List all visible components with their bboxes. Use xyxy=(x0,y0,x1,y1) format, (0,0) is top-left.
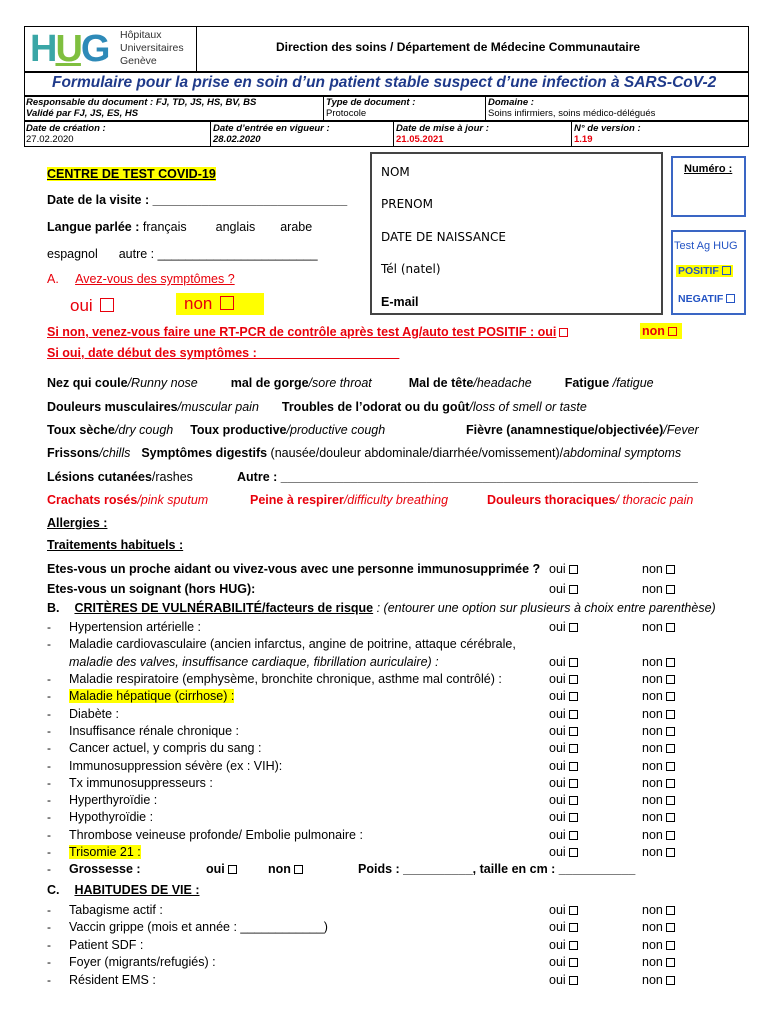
hug-logo-text xyxy=(120,29,184,68)
symptomes-oui-label: oui xyxy=(70,296,93,315)
non-checkbox[interactable] xyxy=(666,941,675,950)
symptom-lesions[interactable]: Lésions cutanées xyxy=(47,470,152,484)
oui-label: oui xyxy=(549,776,566,790)
patient-nom-field[interactable]: NOM xyxy=(381,165,410,179)
vulnerability-thrombose-non[interactable] xyxy=(642,828,675,842)
vulnerability-hepatique-non[interactable] xyxy=(642,689,675,703)
oui-label: oui xyxy=(549,810,566,824)
vulnerability-insuffisance-renale-label: Insuffisance rénale chronique : xyxy=(69,724,240,738)
non-checkbox[interactable] xyxy=(666,813,675,822)
meta-row-2-div-1 xyxy=(210,121,211,147)
vulnerability-cancer-label: Cancer actuel, y compris du sang : xyxy=(69,741,262,755)
list-dash: - xyxy=(47,920,51,934)
list-dash: - xyxy=(47,741,51,755)
grossesse-label: Grossesse : xyxy=(69,862,141,876)
symptom-odorat-en: /loss of smell or taste xyxy=(469,400,587,414)
vulnerability-diabete-non[interactable] xyxy=(642,707,675,721)
symptom-nez[interactable]: Nez qui coule xyxy=(47,376,128,390)
non-label: non xyxy=(642,938,663,952)
symptom-odorat[interactable]: Troubles de l’odorat ou du goût xyxy=(281,400,470,414)
section-b-header xyxy=(47,601,716,615)
logo-line-2: Universitaires xyxy=(120,42,184,54)
vulnerability-cardiovasculaire-non[interactable] xyxy=(642,655,675,669)
list-dash: - xyxy=(47,845,51,859)
hug-logo-mark: HUG xyxy=(30,28,109,70)
oui-checkbox[interactable] xyxy=(569,710,578,719)
symptom-thorax[interactable]: Douleurs thoraciques xyxy=(487,493,616,507)
non-checkbox[interactable] xyxy=(666,923,675,932)
symptom-frissons-en: /chills xyxy=(99,446,131,460)
vulnerability-hyperthyroidie-label: Hyperthyroïdie : xyxy=(69,793,158,807)
positif-checkbox[interactable] xyxy=(722,266,731,275)
list-dash: - xyxy=(47,810,51,824)
non-label: non xyxy=(642,655,663,669)
meta-row-2-div-2 xyxy=(393,121,394,147)
hug-logo xyxy=(28,29,198,71)
non-checkbox[interactable] xyxy=(666,710,675,719)
lifestyle-ems-non[interactable] xyxy=(642,973,675,987)
langue-label: Langue parlée : xyxy=(47,220,140,234)
symptomes-oui-checkbox[interactable] xyxy=(100,298,114,312)
patient-email-field[interactable]: E-mail xyxy=(381,295,419,309)
symptom-toux-prod-en: /productive cough xyxy=(286,423,386,437)
vulnerability-cardiovasculaire-cont-label: maladie des valves, insuffisance cardiaque, fibrillation auriculaire) : xyxy=(69,655,439,669)
proche-oui-label: oui xyxy=(549,562,566,576)
oui-label: oui xyxy=(549,741,566,755)
vulnerability-trisomie-21-label: Trisomie 21 : xyxy=(69,845,141,859)
symptoms-row-1 xyxy=(47,376,654,390)
list-dash: - xyxy=(47,793,51,807)
non-label: non xyxy=(642,776,663,790)
symptom-tete[interactable]: Mal de tête xyxy=(408,376,474,390)
version-label: N° de version : xyxy=(574,123,641,134)
non-checkbox[interactable] xyxy=(666,779,675,788)
symptom-autre-field[interactable]: Autre : ____________________________________________________________ xyxy=(237,470,698,484)
soignant-oui-checkbox[interactable] xyxy=(569,585,578,594)
si-non-question xyxy=(47,325,568,339)
symptomes-non[interactable] xyxy=(176,293,264,315)
allergies-label[interactable]: Allergies : xyxy=(47,516,108,530)
list-dash: - xyxy=(47,938,51,952)
symptoms-row-6 xyxy=(47,493,208,507)
oui-label: oui xyxy=(549,903,566,917)
oui-checkbox[interactable] xyxy=(569,796,578,805)
oui-label: oui xyxy=(549,938,566,952)
oui-checkbox[interactable] xyxy=(569,813,578,822)
symptom-fatigue-en: /fatigue xyxy=(612,376,654,390)
non-checkbox[interactable] xyxy=(666,658,675,667)
non-label: non xyxy=(642,955,663,969)
oui-checkbox[interactable] xyxy=(569,906,578,915)
vulnerability-hypothyroidie-non[interactable] xyxy=(642,810,675,824)
symptom-crachats-en: /pink sputum xyxy=(137,493,209,507)
lifestyle-vaccin-grippe-non[interactable] xyxy=(642,920,675,934)
non-checkbox[interactable] xyxy=(666,906,675,915)
section-c-header xyxy=(47,883,199,897)
vulnerability-thrombose-oui[interactable] xyxy=(549,828,578,842)
symptom-fievre-group xyxy=(466,423,699,437)
symptom-toux-prod[interactable]: Toux productive xyxy=(190,423,287,437)
oui-label: oui xyxy=(549,973,566,987)
vulnerability-immunosuppression-oui[interactable] xyxy=(549,759,578,773)
symptom-gorge-en: /sore throat xyxy=(308,376,372,390)
symptom-crachats[interactable]: Crachats rosés xyxy=(47,493,138,507)
non-label: non xyxy=(642,828,663,842)
soignant-oui-label: oui xyxy=(549,582,566,596)
section-b-letter: B. xyxy=(47,601,60,615)
non-checkbox[interactable] xyxy=(666,727,675,736)
lifestyle-ems-oui[interactable] xyxy=(549,973,578,987)
vulnerability-respiratoire-oui[interactable] xyxy=(549,672,578,686)
symptom-douleurs-en: /muscular pain xyxy=(177,400,259,414)
symptom-digestifs-en: abdominal symptoms xyxy=(563,446,682,460)
symptom-respirer[interactable]: Peine à respirer xyxy=(250,493,344,507)
grossesse-non-label: non xyxy=(268,862,291,876)
patient-tel-field[interactable]: Tél (natel) xyxy=(381,262,441,276)
langue-row xyxy=(47,220,312,234)
non-label: non xyxy=(642,707,663,721)
symptom-douleurs[interactable]: Douleurs musculaires xyxy=(47,400,178,414)
oui-checkbox[interactable] xyxy=(569,675,578,684)
oui-label: oui xyxy=(549,828,566,842)
oui-checkbox[interactable] xyxy=(569,762,578,771)
langue-autre-field[interactable]: autre : _______________________ xyxy=(118,247,318,261)
oui-label: oui xyxy=(549,920,566,934)
vulnerability-hypertension-non[interactable] xyxy=(642,620,675,634)
vulnerability-hypertension-label: Hypertension artérielle : xyxy=(69,620,202,634)
symptoms-row-4 xyxy=(47,446,681,460)
vulnerability-hyperthyroidie-non[interactable] xyxy=(642,793,675,807)
proche-non[interactable] xyxy=(642,562,675,576)
vulnerability-cardiovasculaire-oui[interactable] xyxy=(549,655,578,669)
symptom-fievre-en: /Fever xyxy=(663,423,699,437)
list-dash: - xyxy=(47,955,51,969)
symptoms-row-5 xyxy=(47,470,193,484)
grossesse-oui[interactable] xyxy=(206,862,237,876)
proche-oui[interactable] xyxy=(549,562,578,576)
oui-label: oui xyxy=(549,707,566,721)
test-ag-positif[interactable] xyxy=(676,265,733,277)
oui-label: oui xyxy=(549,724,566,738)
section-b-note: : (entourer une option sur plusieurs à choix entre parenthèse) xyxy=(373,601,716,615)
oui-checkbox[interactable] xyxy=(569,831,578,840)
non-checkbox[interactable] xyxy=(666,762,675,771)
vulnerability-hypothyroidie-label: Hypothyroïdie : xyxy=(69,810,154,824)
non-label: non xyxy=(642,759,663,773)
non-label: non xyxy=(642,973,663,987)
creation-label: Date de création : xyxy=(26,123,106,134)
list-dash: - xyxy=(47,672,51,686)
vulnerability-diabete-oui[interactable] xyxy=(549,707,578,721)
patient-naissance-field[interactable]: DATE DE NAISSANCE xyxy=(381,230,506,244)
symptom-digestifs-detail: (nausée/douleur abdominale/diarrhée/vomissement)/ xyxy=(267,446,564,460)
symptoms-row-3 xyxy=(47,423,385,437)
langue-anglais[interactable]: anglais xyxy=(215,220,256,234)
symptom-tete-en: /headache xyxy=(473,376,532,390)
list-dash: - xyxy=(47,903,51,917)
oui-label: oui xyxy=(549,689,566,703)
poids-taille-field[interactable]: Poids : __________, taille en cm : ___________ xyxy=(358,862,636,876)
positif-label: POSITIF xyxy=(678,265,719,277)
lifestyle-tabagisme-oui[interactable] xyxy=(549,903,578,917)
oui-label: oui xyxy=(549,620,566,634)
vulnerability-tx-immuno-non[interactable] xyxy=(642,776,675,790)
langue-row-2 xyxy=(47,247,318,261)
lifestyle-foyer-oui[interactable] xyxy=(549,955,578,969)
oui-label: oui xyxy=(549,845,566,859)
non-label: non xyxy=(642,903,663,917)
oui-label: oui xyxy=(549,955,566,969)
vulnerability-insuffisance-renale-oui[interactable] xyxy=(549,724,578,738)
non-label: non xyxy=(642,810,663,824)
non-checkbox[interactable] xyxy=(666,848,675,857)
oui-label: oui xyxy=(549,759,566,773)
form-title: Formulaire pour la prise en soin d’un patient stable suspect d’une infection à SARS-CoV-2 xyxy=(52,74,717,91)
type-label: Type de document : xyxy=(326,97,416,108)
langue-francais[interactable]: français xyxy=(142,220,187,234)
oui-checkbox[interactable] xyxy=(569,976,578,985)
vulnerability-hypertension-oui[interactable] xyxy=(549,620,578,634)
vulnerability-tx-immuno-oui[interactable] xyxy=(549,776,578,790)
list-dash: - xyxy=(47,689,51,703)
oui-checkbox[interactable] xyxy=(569,923,578,932)
lifestyle-sdf-oui[interactable] xyxy=(549,938,578,952)
lifestyle-sdf-label: Patient SDF : xyxy=(69,938,144,952)
soignant-non-label: non xyxy=(642,582,663,596)
vigueur-value: 28.02.2020 xyxy=(213,134,261,145)
oui-label: oui xyxy=(549,672,566,686)
symptom-nez-en: /Runny nose xyxy=(127,376,198,390)
proche-oui-checkbox[interactable] xyxy=(569,565,578,574)
soignant-oui[interactable] xyxy=(549,582,578,596)
oui-label: oui xyxy=(549,793,566,807)
vulnerability-hyperthyroidie-oui[interactable] xyxy=(549,793,578,807)
vulnerability-cardiovasculaire-label: Maladie cardiovasculaire (ancien infarctus, angine de poitrine, attaque cérébrale, xyxy=(69,637,516,651)
non-label: non xyxy=(642,620,663,634)
non-label: non xyxy=(642,845,663,859)
soignant-non-checkbox[interactable] xyxy=(666,585,675,594)
langue-espagnol[interactable]: espagnol xyxy=(47,247,98,261)
vulnerability-insuffisance-renale-non[interactable] xyxy=(642,724,675,738)
symptomes-non-checkbox[interactable] xyxy=(220,296,234,310)
symptom-lesions-en: /rashes xyxy=(151,470,193,484)
negatif-checkbox[interactable] xyxy=(726,294,735,303)
symptom-fievre[interactable]: Fièvre (anamnestique/objectivée) xyxy=(466,423,664,437)
symptom-gorge[interactable]: mal de gorge xyxy=(230,376,309,390)
responsable-text: Responsable du document : FJ, TD, JS, HS, BV, BS xyxy=(26,97,257,108)
si-non-oui-checkbox[interactable] xyxy=(559,328,568,337)
vulnerability-hepatique-label: Maladie hépatique (cirrhose) : xyxy=(69,689,235,703)
oui-checkbox[interactable] xyxy=(569,744,578,753)
list-dash: - xyxy=(47,973,51,987)
lifestyle-tabagisme-label: Tabagisme actif : xyxy=(69,903,163,917)
domaine-value: Soins infirmiers, soins médico-délégués xyxy=(488,108,656,119)
oui-checkbox[interactable] xyxy=(569,941,578,950)
symptom-thorax-en: / thoracic pain xyxy=(615,493,694,507)
symptomes-question-text: Avez-vous des symptômes ? xyxy=(75,272,235,286)
soignant-non[interactable] xyxy=(642,582,675,596)
non-label: non xyxy=(642,793,663,807)
si-non-non-label: non xyxy=(642,324,665,338)
non-checkbox[interactable] xyxy=(666,976,675,985)
patient-prenom-field[interactable]: PRENOM xyxy=(381,197,433,211)
maj-value: 21.05.2021 xyxy=(396,134,444,145)
non-checkbox[interactable] xyxy=(666,796,675,805)
langue-arabe[interactable]: arabe xyxy=(280,220,313,234)
vulnerability-trisomie-21-oui[interactable] xyxy=(549,845,578,859)
vulnerability-immunosuppression-label: Immunosuppression sévère (ex : VIH): xyxy=(69,759,283,773)
non-checkbox[interactable] xyxy=(666,623,675,632)
vulnerability-cancer-oui[interactable] xyxy=(549,741,578,755)
symptom-toux-seche-en: /dry cough xyxy=(114,423,174,437)
lifestyle-vaccin-grippe-oui[interactable] xyxy=(549,920,578,934)
symptom-digestifs[interactable]: Symptômes digestifs xyxy=(141,446,268,460)
vulnerability-hepatique-oui[interactable] xyxy=(549,689,578,703)
meta-row-1-div-2 xyxy=(485,96,486,121)
proche-aidant-question: Etes-vous un proche aidant ou vivez-vous avec une personne immunosupprimée ? xyxy=(47,562,541,576)
lifestyle-foyer-non[interactable] xyxy=(642,955,675,969)
meta-row-2-div-3 xyxy=(571,121,572,147)
list-dash: - xyxy=(47,724,51,738)
oui-checkbox[interactable] xyxy=(569,623,578,632)
soignant-question: Etes-vous un soignant (hors HUG): xyxy=(47,582,256,596)
maj-label: Date de mise à jour : xyxy=(396,123,489,134)
section-a-letter: A. xyxy=(47,272,59,286)
centre-test-title: CENTRE DE TEST COVID-19 xyxy=(47,167,216,181)
test-ag-label: Test Ag HUG xyxy=(674,240,738,252)
non-checkbox[interactable] xyxy=(666,675,675,684)
oui-checkbox[interactable] xyxy=(569,692,578,701)
symptom-toux-seche[interactable]: Toux sèche xyxy=(47,423,115,437)
symptomes-non-label: non xyxy=(184,294,213,313)
si-non-text: Si non, venez-vous faire une RT-PCR de contrôle après test Ag/auto test POSITIF : oui xyxy=(47,325,557,339)
section-c-letter: C. xyxy=(47,883,60,897)
domaine-label: Domaine : xyxy=(488,97,534,108)
list-dash: - xyxy=(47,759,51,773)
grossesse-non[interactable] xyxy=(268,862,303,876)
test-ag-negatif[interactable] xyxy=(678,293,735,305)
list-dash: - xyxy=(47,707,51,721)
proche-non-label: non xyxy=(642,562,663,576)
list-dash: - xyxy=(47,776,51,790)
date-visite-field[interactable]: Date de la visite : ____________________________ xyxy=(47,193,348,207)
symptomes-question xyxy=(47,272,235,286)
vulnerability-tx-immuno-label: Tx immunosuppresseurs : xyxy=(69,776,213,790)
non-label: non xyxy=(642,724,663,738)
non-label: non xyxy=(642,689,663,703)
vigueur-label: Date d’entrée en vigueur : xyxy=(213,123,330,134)
symptom-thorax-group xyxy=(487,493,693,507)
symptom-fatigue[interactable]: Fatigue xyxy=(564,376,613,390)
oui-checkbox[interactable] xyxy=(569,727,578,736)
oui-checkbox[interactable] xyxy=(569,958,578,967)
symptom-frissons[interactable]: Frissons xyxy=(47,446,100,460)
vulnerability-trisomie-21-non[interactable] xyxy=(642,845,675,859)
lifestyle-vaccin-grippe-label: Vaccin grippe (mois et année : ____________) xyxy=(69,920,328,934)
lifestyle-foyer-label: Foyer (migrants/refugiés) : xyxy=(69,955,216,969)
oui-checkbox[interactable] xyxy=(569,658,578,667)
oui-checkbox[interactable] xyxy=(569,848,578,857)
non-checkbox[interactable] xyxy=(666,958,675,967)
si-non-non[interactable] xyxy=(640,323,682,339)
lifestyle-tabagisme-non[interactable] xyxy=(642,903,675,917)
creation-value: 27.02.2020 xyxy=(26,134,74,145)
non-label: non xyxy=(642,672,663,686)
symptom-respirer-group xyxy=(250,493,448,507)
si-oui-date-field[interactable]: Si oui, date début des symptômes : ____________________ xyxy=(47,346,400,360)
non-checkbox[interactable] xyxy=(666,692,675,701)
non-label: non xyxy=(642,741,663,755)
numero-label: Numéro : xyxy=(684,163,733,175)
list-dash: - xyxy=(47,828,51,842)
vulnerability-respiratoire-non[interactable] xyxy=(642,672,675,686)
vulnerability-cancer-non[interactable] xyxy=(642,741,675,755)
section-c-title: HABITUDES DE VIE : xyxy=(74,883,200,897)
non-checkbox[interactable] xyxy=(666,831,675,840)
list-dash: - xyxy=(47,620,51,634)
version-value: 1.19 xyxy=(574,134,593,145)
symptoms-row-2 xyxy=(47,400,587,414)
type-value: Protocole xyxy=(326,108,367,119)
proche-non-checkbox[interactable] xyxy=(666,565,675,574)
vulnerability-immunosuppression-non[interactable] xyxy=(642,759,675,773)
meta-row-1-div-1 xyxy=(323,96,324,121)
department-title: Direction des soins / Département de Médecine Communautaire xyxy=(276,40,641,54)
si-non-non-checkbox[interactable] xyxy=(668,327,677,336)
grossesse-non-checkbox[interactable] xyxy=(294,865,303,874)
traitements-label[interactable]: Traitements habituels : xyxy=(47,538,184,552)
list-dash: - xyxy=(47,637,51,651)
non-label: non xyxy=(642,920,663,934)
negatif-label: NEGATIF xyxy=(678,293,724,305)
vulnerability-hypothyroidie-oui[interactable] xyxy=(549,810,578,824)
oui-label: oui xyxy=(549,655,566,669)
symptomes-oui[interactable] xyxy=(70,296,114,316)
valide-text: Validé par FJ, JS, ES, HS xyxy=(26,108,139,119)
lifestyle-ems-label: Résident EMS : xyxy=(69,973,156,987)
grossesse-dash: - xyxy=(47,862,51,876)
non-checkbox[interactable] xyxy=(666,744,675,753)
vulnerability-diabete-label: Diabète : xyxy=(69,707,120,721)
symptom-respirer-en: /difficulty breathing xyxy=(343,493,449,507)
logo-line-3: Genève xyxy=(120,55,157,67)
grossesse-oui-checkbox[interactable] xyxy=(228,865,237,874)
oui-checkbox[interactable] xyxy=(569,779,578,788)
grossesse-oui-label: oui xyxy=(206,862,225,876)
logo-line-1: Hôpitaux xyxy=(120,29,162,41)
lifestyle-sdf-non[interactable] xyxy=(642,938,675,952)
vulnerability-respiratoire-label: Maladie respiratoire (emphysème, bronchite chronique, asthme mal contrôlé) : xyxy=(69,672,502,686)
section-b-title: CRITÈRES DE VULNÉRABILITÉ/facteurs de risque xyxy=(74,601,374,615)
vulnerability-thrombose-label: Thrombose veineuse profonde/ Embolie pulmonaire : xyxy=(69,828,363,842)
